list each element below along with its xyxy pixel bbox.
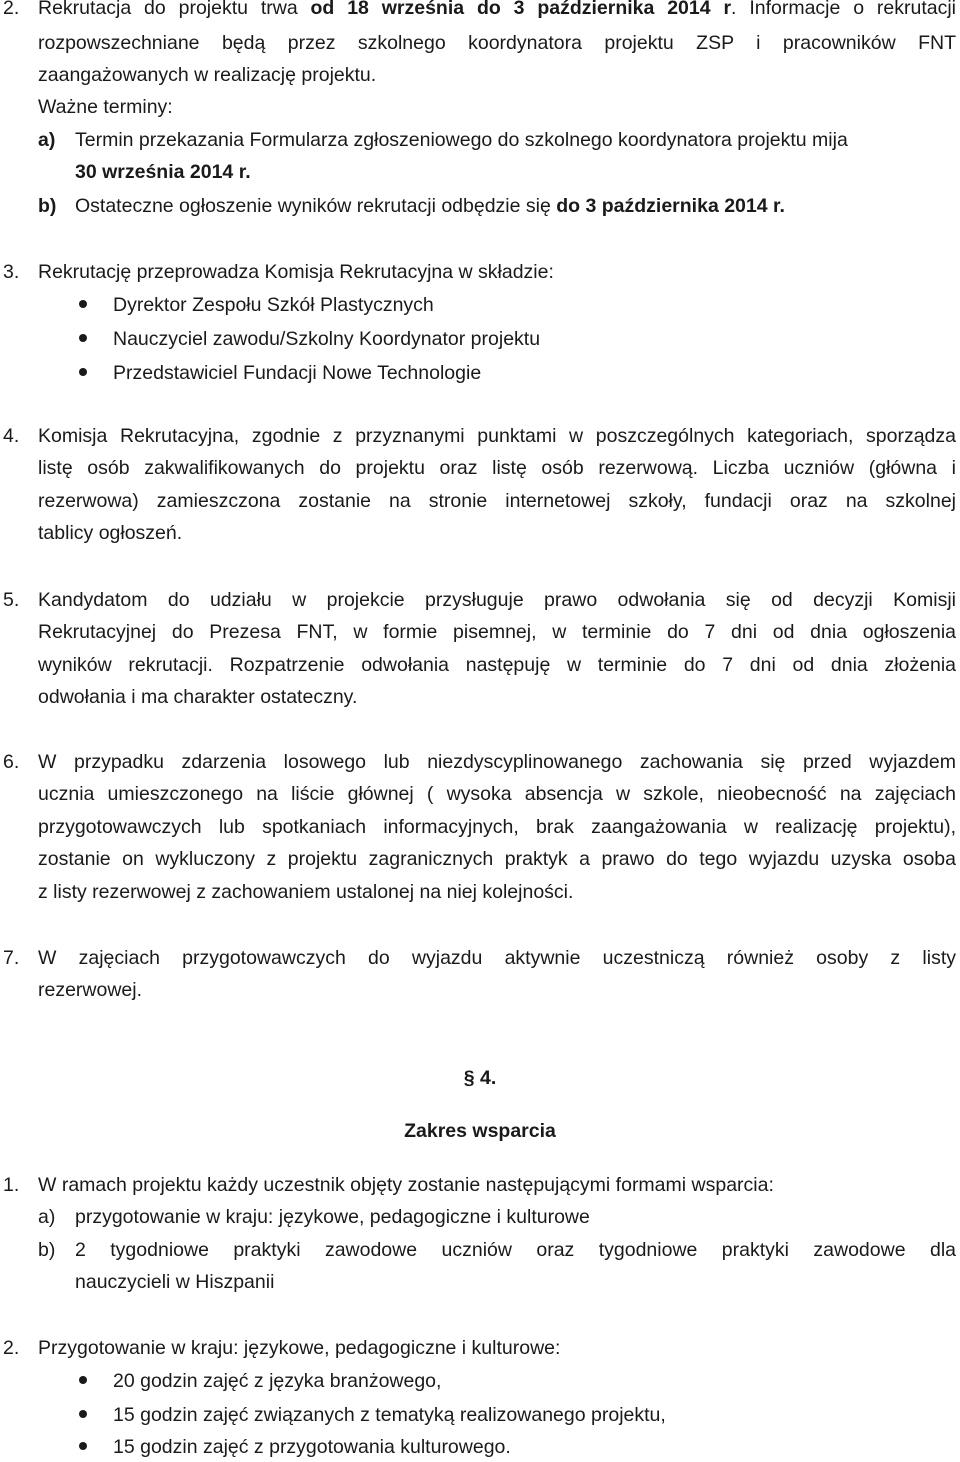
paragraph-number: 4. <box>3 425 20 447</box>
list-item: Dyrektor Zespołu Szkół Plastycznych <box>113 294 434 316</box>
list-letter: b) <box>38 1239 56 1261</box>
list-item-text: 2 tygodniowe praktyki zawodowe uczniów oraz tygodniowe praktyki zawodowe dla <box>75 1239 956 1261</box>
paragraph-number: 5. <box>3 589 20 611</box>
paragraph-line: Rekrutację przeprowadza Komisja Rekrutacyjna w składzie: <box>38 261 554 283</box>
list-item-text: przygotowanie w kraju: językowe, pedagogiczne i kulturowe <box>75 1206 590 1228</box>
list-item: 15 godzin zajęć z przygotowania kulturowego. <box>113 1436 511 1458</box>
list-item-text: 30 września 2014 r. <box>75 161 251 183</box>
paragraph-number: 7. <box>3 947 20 969</box>
paragraph-line: Rekrutacyjnej do Prezesa FNT, w formie pisemnej, w terminie do 7 dni od dnia ogłoszenia <box>38 621 956 643</box>
paragraph-line: z listy rezerwowej z zachowaniem ustalonej na niej kolejności. <box>38 881 574 903</box>
section-number: § 4. <box>463 1067 497 1089</box>
paragraph-line: ucznia umieszczonego na liście głównej ( wysoka absencja w szkole, nieobecność na zajęciach <box>38 783 956 805</box>
paragraph-line: zaangażowanych w realizację projektu. <box>38 64 377 86</box>
bullet-icon <box>79 300 87 308</box>
paragraph-line: rezerwowa) zamieszczona zostanie na stronie internetowej szkoły, fundacji oraz na szkolnej <box>38 490 956 512</box>
list-letter: a) <box>38 129 56 151</box>
bullet-icon <box>79 1442 87 1450</box>
bullet-icon <box>79 1410 87 1418</box>
list-item: Nauczyciel zawodu/Szkolny Koordynator projektu <box>113 328 541 350</box>
paragraph-line: przygotowawczych lub spotkaniach informacyjnych, brak zaangażowania w realizację projektu), <box>38 816 956 838</box>
bullet-icon <box>79 334 87 342</box>
paragraph-line: Rekrutacja do projektu trwa od 18 września do 3 października 2014 r. Informacje o rekrutacji <box>38 0 956 23</box>
paragraph-number: 6. <box>3 751 20 773</box>
paragraph-number: 2. <box>3 1337 20 1359</box>
bullet-icon <box>79 368 87 376</box>
paragraph-line: tablicy ogłoszeń. <box>38 522 183 544</box>
paragraph-number: 3. <box>3 261 20 283</box>
list-item: 15 godzin zajęć związanych z tematyką realizowanego projektu, <box>113 1404 666 1426</box>
paragraph-number: 2. <box>3 0 20 19</box>
paragraph-line: odwołania i ma charakter ostateczny. <box>38 686 358 708</box>
list-letter: a) <box>38 1206 56 1228</box>
paragraph-line: zostanie on wykluczony z projektu zagranicznych praktyk a prawo do tego wyjazdu uzyska osoba <box>38 848 956 870</box>
paragraph-line: listę osób zakwalifikowanych do projektu oraz listę osób rezerwową. Liczba uczniów (główna i <box>38 457 956 479</box>
bullet-icon <box>79 1376 87 1384</box>
paragraph-line: wyników rekrutacji. Rozpatrzenie odwołania następuję w terminie do 7 dni od dnia złożenia <box>38 654 956 676</box>
paragraph-line: rozpowszechniane będą przez szkolnego koordynatora projektu ZSP i pracowników FNT <box>38 32 956 54</box>
list-item: 20 godzin zajęć z języka branżowego, <box>113 1370 442 1392</box>
paragraph-number: 1. <box>3 1174 20 1196</box>
paragraph-line: Przygotowanie w kraju: językowe, pedagogiczne i kulturowe: <box>38 1337 561 1359</box>
list-letter: b) <box>38 195 57 217</box>
list-item: Przedstawiciel Fundacji Nowe Technologie <box>113 362 482 384</box>
list-item-text: nauczycieli w Hiszpanii <box>75 1271 275 1293</box>
list-item-text: Termin przekazania Formularza zgłoszeniowego do szkolnego koordynatora projektu mija <box>75 129 848 151</box>
section-title: Zakres wsparcia <box>404 1120 556 1142</box>
paragraph-line: Kandydatom do udziału w projekcie przysługuje prawo odwołania się od decyzji Komisji <box>38 589 956 611</box>
paragraph-line: Komisja Rekrutacyjna, zgodnie z przyznanymi punktami w poszczególnych kategoriach, sporządza <box>38 425 956 447</box>
paragraph-line: W ramach projektu każdy uczestnik objęty zostanie następującymi formami wsparcia: <box>38 1174 774 1196</box>
list-item-text: Ostateczne ogłoszenie wyników rekrutacji odbędzie się do 3 października 2014 r. <box>75 195 785 217</box>
paragraph-line: rezerwowej. <box>38 979 143 1001</box>
paragraph-line: W zajęciach przygotowawczych do wyjazdu aktywnie uczestniczą również osoby z listy <box>38 947 956 969</box>
paragraph-line: W przypadku zdarzenia losowego lub niezdyscyplinowanego zachowania się przed wyjazdem <box>38 751 956 773</box>
important-dates-heading: Ważne terminy: <box>38 96 173 118</box>
recruitment-dates: od 18 września do 3 października 2014 r <box>310 0 732 19</box>
